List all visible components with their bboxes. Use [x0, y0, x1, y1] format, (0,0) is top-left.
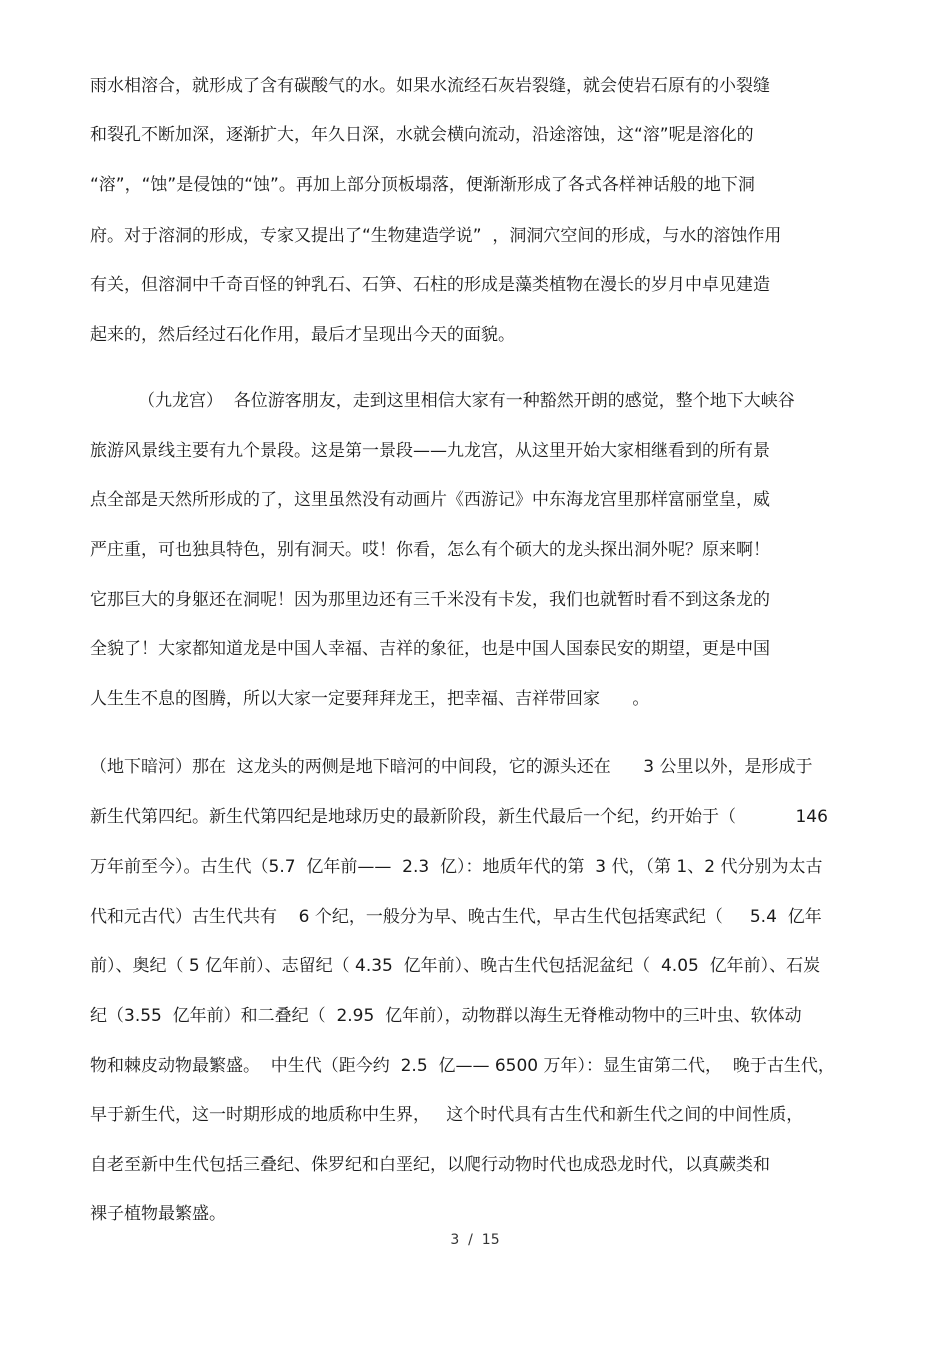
text-line: 自老至新中生代包括三叠纪、侏罗纪和白垩纪，以爬行动物时代也成恐龙时代，以真蕨类和 [90, 1155, 770, 1175]
text-line: 它那巨大的身躯还在洞呢！因为那里边还有三千米没有卡发，我们也就暂时看不到这条龙的 [90, 590, 770, 610]
text-line: 有关，但溶洞中千奇百怪的钟乳石、石笋、石柱的形成是藻类植物在漫长的岁月中卓见建造 [90, 275, 770, 295]
text-line: 万年前至今）。古生代（5.7 亿年前—— 2.3 亿）：地质年代的第 3 代，（第 1、2 代分别为太古 [90, 857, 823, 877]
text-line: 前）、奥纪（ 5 亿年前）、志留纪（ 4.35 亿年前）、晚古生代包括泥盆纪（ 4.05 亿年前）、石炭 [90, 956, 821, 976]
text-line: 旅游风景线主要有九个景段。这是第一景段——九龙宫，从这里开始大家相继看到的所有景 [90, 441, 770, 461]
text-line: 和裂孔不断加深，逐渐扩大，年久日深，水就会横向流动，沿途溶蚀，这“溶”呢是溶化的 [90, 125, 754, 145]
text-line: 纪（3.55 亿年前）和二叠纪（ 2.95 亿年前），动物群以海生无脊椎动物中的三叶虫、软体动 [90, 1006, 802, 1026]
paragraph-heading-line: （九龙宫） 各位游客朋友，走到这里相信大家有一种豁然开朗的感觉，整个地下大峡谷 [138, 391, 795, 411]
text-line: 全貌了！大家都知道龙是中国人幸福、吉祥的象征，也是中国人国泰民安的期望，更是中国 [90, 639, 770, 659]
text-line: 早于新生代，这一时期形成的地质称中生界， 这个时代具有古生代和新生代之间的中间性质， [90, 1105, 804, 1125]
text-line: 新生代第四纪。新生代第四纪是地球历史的最新阶段，新生代最后一个纪，约开始于（ 146 [90, 807, 828, 827]
paragraph-heading-line: （地下暗河）那在 这龙头的两侧是地下暗河的中间段，它的源头还在 3 公里以外，是形成于 [90, 757, 813, 777]
text-line: 雨水相溶合，就形成了含有碳酸气的水。如果水流经石灰岩裂缝，就会使岩石原有的小裂缝 [90, 76, 770, 96]
text-line: 物和棘皮动物最繁盛。 中生代（距今约 2.5 亿—— 6500 万年）：显生宙第二代， 晚于古生代， [90, 1056, 835, 1076]
text-line: 点全部是天然所形成的了，这里虽然没有动画片《西游记》中东海龙宫里那样富丽堂皇，威 [90, 490, 770, 510]
text-line: “溶”，“蚀”是侵蚀的“蚀”。再加上部分顶板塌落，便渐渐形成了各式各样神话般的地下洞 [90, 175, 755, 195]
text-line: 严庄重，可也独具特色，别有洞天。哎！你看，怎么有个硕大的龙头探出洞外呢？原来啊！ [90, 540, 770, 560]
text-line: 裸子植物最繁盛。 [90, 1204, 226, 1224]
text-line: 代和元古代）古生代共有 6 个纪，一般分为早、晚古生代，早古生代包括寒武纪（ 5.4 亿年 [90, 907, 822, 927]
text-line: 府。对于溶洞的形成，专家又提出了“生物建造学说” ，洞洞穴空间的形成，与水的溶蚀作用 [90, 226, 782, 246]
text-line: 起来的，然后经过石化作用，最后才呈现出今天的面貌。 [90, 325, 515, 345]
page-number: 3 / 15 [450, 1232, 500, 1248]
text-line: 人生生不息的图腾，所以大家一定要拜拜龙王，把幸福、吉祥带回家 。 [90, 689, 650, 709]
